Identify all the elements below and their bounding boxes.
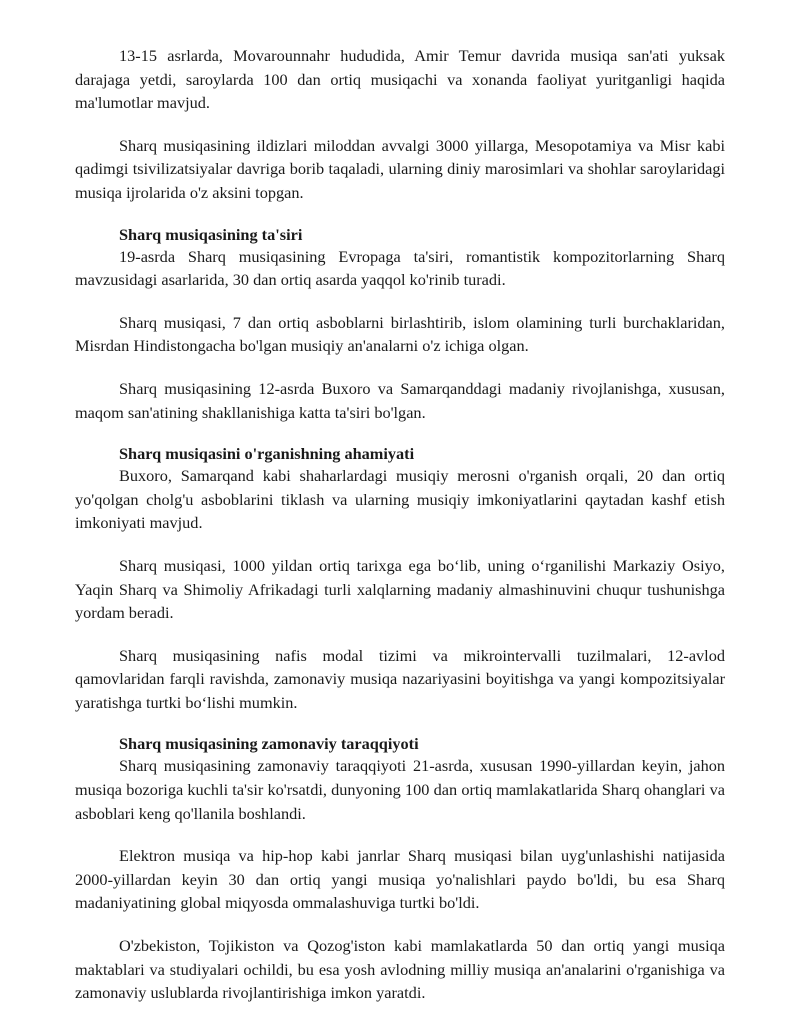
document-page [75,44,725,1005]
paragraph-spacer [75,825,725,844]
paragraph-spacer [75,358,725,377]
paragraph-modern-2: Elektron musiqa va hip-hop kabi janrlar Sharq musiqasi bilan uyg'unlashishi natijasida 2000-yillardan keyin 30 dan ortiq yangi musiqa yo'nalishlari paydo bo'ldi, bu esa Sharq madaniyatining global miqyosda ommalashuviga turtki bo'ldi. [75,846,725,913]
paragraph-spacer [75,115,725,134]
paragraph-influence-1: 19-asrda Sharq musiqasining Evropaga ta'siri, romantistik kompozitorlarning Sharq mavzusidagi asarlarida, 30 dan ortiq asarda yaqqol ko'rinib turadi. [75,246,725,290]
paragraph-spacer [75,424,725,443]
paragraph-intro-2: Sharq musiqasining ildizlari miloddan avvalgi 3000 yillarga, Mesopotamiya va Misr kabi qadimgi tsivilizatsiyalar davriga borib taqaladi, ularning diniy marosimlari va shohlar saroylaridagi musiqa ijrolarida o'z aksini topgan. [75,135,725,202]
paragraph-intro-1: 13-15 asrlarda, Movarounnahr hududida, Amir Temur davrida musiqa san'ati yuksak darajaga yetdi, saroylarda 100 dan ortiq musiqachi va xonanda faoliyat yuritganligi haqida ma'lumotlar mavjud. [75,46,725,113]
paragraph-spacer [75,714,725,733]
paragraph-spacer [75,625,725,644]
paragraph-spacer [75,535,725,554]
paragraph-influence-2: Sharq musiqasi, 7 dan ortiq asboblarni birlashtirib, islom olamining turli burchaklaridan, Misrdan Hindistongacha bo'lgan musiqiy an'analarni o'z ichiga olgan. [75,312,725,356]
heading-importance: Sharq musiqasini o'rganishning ahamiyati [119,444,415,464]
paragraph-spacer [75,205,725,224]
paragraph-importance-2: Sharq musiqasi, 1000 yildan ortiq tarixga ega bo‘lib, uning o‘rganilishi Markaziy Osiyo, Yaqin Sharq va Shimoliy Afrikadagi turli xalqlarning madaniy almashinuvini chuqur tushunishga yordam beradi. [75,555,725,623]
paragraph-importance-1: Buxoro, Samarqand kabi shaharlardagi musiqiy merosni o'rganish orqali, 20 dan ortiq yo'qolgan cholg'u asboblarini tiklash va ularning musiqiy imkoniyatlarini qaytadan kashf etish imkoniyati mavjud. [75,466,725,533]
paragraph-influence-3: Sharq musiqasining 12-asrda Buxoro va Samarqanddagi madaniy rivojlanishga, xususan, maqom san'atining shakllanishiga katta ta'siri bo'lgan. [75,378,725,422]
paragraph-importance-3: Sharq musiqasining nafis modal tizimi va mikrointervalli tuzilmalari, 12-avlod qamovlaridan farqli ravishda, zamonaviy musiqa nazariyasini boyitishga va yangi kompozitsiyalar yaratishga turtki bo‘lishi mumkin. [75,645,725,712]
paragraph-modern-3: O'zbekiston, Tojikiston va Qozog'iston kabi mamlakatlarda 50 dan ortiq yangi musiqa maktablari va studiyalari ochildi, bu esa yosh avlodning milliy musiqa an'analarini o'rganishiga va zamonaviy uslublarda rivojlantirishiga imkon yaratdi. [75,936,725,1003]
heading-influence: Sharq musiqasining ta'siri [119,224,303,244]
paragraph-spacer [75,915,725,934]
heading-modern: Sharq musiqasining zamonaviy taraqqiyoti [119,734,419,754]
paragraph-spacer [75,292,725,311]
paragraph-modern-1: Sharq musiqasining zamonaviy taraqqiyoti 21-asrda, xususan 1990-yillardan keyin, jahon musiqa bozoriga kuchli ta'sir ko'rsatdi, dunyoning 100 dan ortiq mamlakatlarida Sharq ohanglari va asboblari keng qo'llanila boshlandi. [75,756,725,823]
